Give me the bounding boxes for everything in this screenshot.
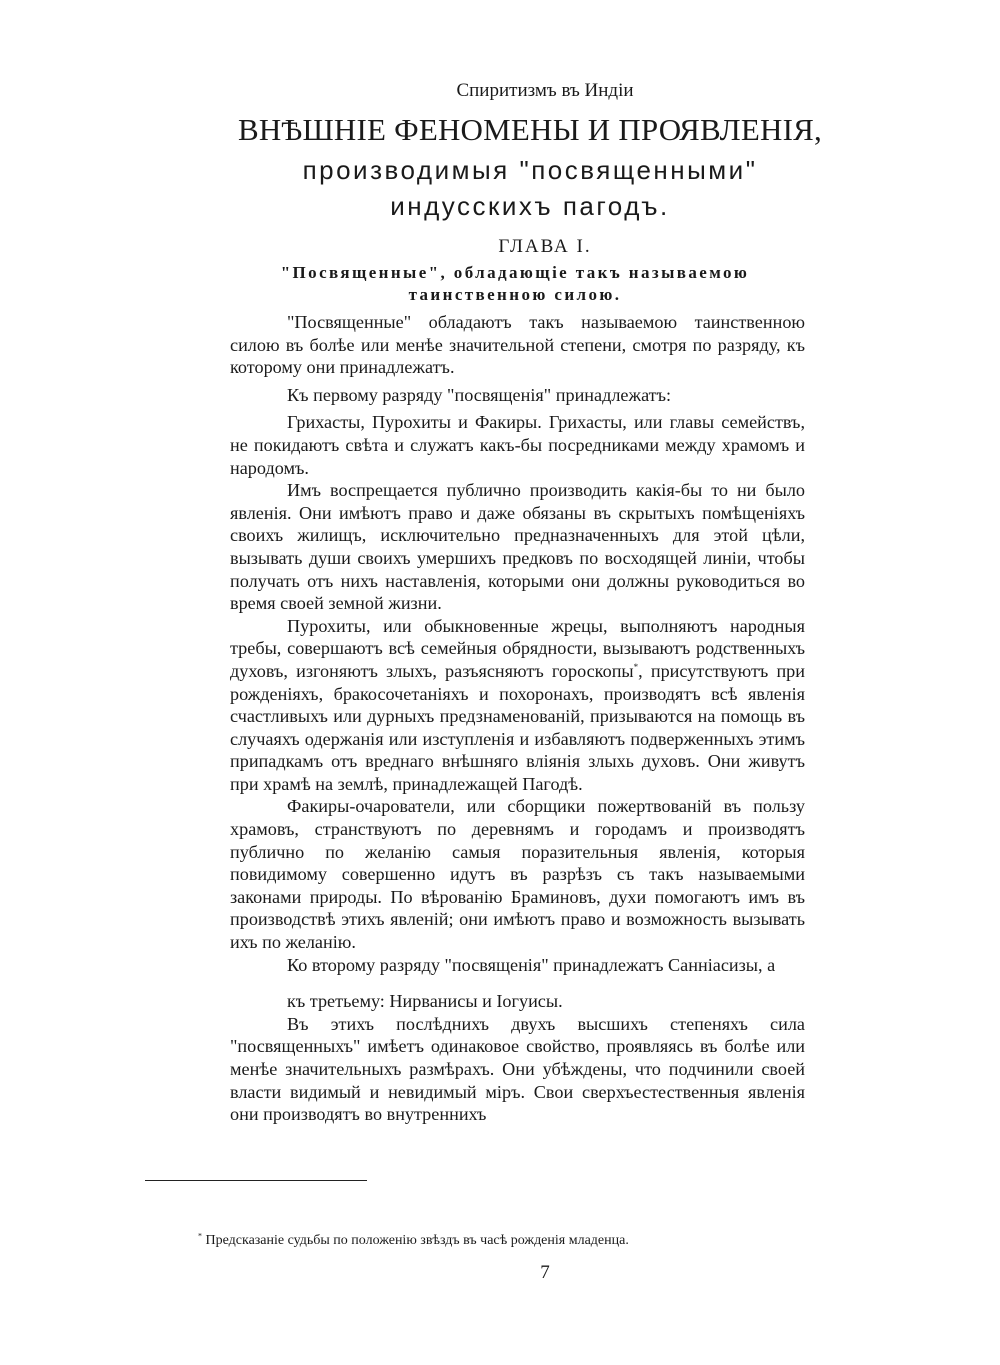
paragraph-1: "Посвященные" обладаютъ такъ называемою таинственною силою въ болѣе или менѣе значительной степени, смотря по разряду, къ которому они принадлежатъ. [230,312,805,378]
paragraph-3: Грихасты, Пурохиты и Факиры. Грихасты, или главы семействъ, не покидаютъ свѣта и служатъ какъ-бы посредниками между храмомъ и народомъ. [230,412,805,478]
paragraph-8: къ третьему: Нирванисы и Іогуисы. [287,991,563,1012]
chapter-subtitle-line-1: "Посвященные", обладающіе такъ называемою [280,263,750,282]
chapter-heading: ГЛАВА I. [498,236,592,257]
title-subtitle [0,152,1000,224]
footnote-divider [145,1180,367,1181]
paragraph-5 [230,615,805,796]
footnote [198,1233,898,1249]
paragraph-6: Факиры-очарователи, или сборщики пожертвованій въ пользу храмовъ, странствуютъ по деревнямъ и городамъ и производятъ публично по желанію самыя поразительныя явленія, которыя повидимому совершенно идутъ въ разрѣзъ съ такъ называемыми законами природы. По вѣрованію Браминовъ, духи помогаютъ имъ въ производствѣ этихъ явленій; они имѣютъ право и возможность вызывать ихъ по желанію. [230,796,805,953]
footnote-mark: * [198,1231,202,1241]
paragraph-5-text-a: Пурохиты, или обыкновенные жрецы, выполняютъ народныя требы, совершаютъ всѣ семейныя обрядности, вызываютъ родственныхъ духовъ, изгоняютъ злыхъ, разъясняютъ гороскопы [230,615,805,681]
chapter-subtitle-line-2: таинственною силою. [408,285,622,304]
page-number: 7 [540,1262,550,1283]
title-subtitle-line-1: производимыя "посвященными" [302,155,758,185]
title-subtitle-line-2: индусскихъ пагодъ. [390,191,670,221]
paragraph-2: Къ первому разряду "посвященія" принадлежатъ: [287,384,672,405]
running-head: Спиритизмъ въ Индіи [456,80,634,101]
title-main: ВНѢШНІЕ ФЕНОМЕНЫ И ПРОЯВЛЕНІЯ, [238,112,822,147]
paragraph-9: Въ этихъ послѣднихъ двухъ высшихъ степеняхъ сила "посвященныхъ" имѣетъ одинаковое свойство, проявляясь въ болѣе или менѣе значительныхъ размѣрахъ. Они убѣждены, что подчинили своей власти видимый и невидимый міръ. Свои сверхъестественныя явленія они производятъ во внутреннихъ [230,1013,805,1125]
paragraph-5-text-b: , присутствуютъ при рожденіяхъ, бракосочетаніяхъ и похоронахъ, производятъ всѣ явленія счастливыхъ или дурныхъ предзнаменованій, призываются на помощь въ случаяхъ одержанія или изступленія и избавляютъ подверженныхъ этимъ припадкамъ отъ вреднаго внѣшняго вліянія злыхь духовъ. Они живутъ при храмѣ на землѣ, принадлежащей Пагодѣ. [230,660,806,794]
footnote-reference-mark: * [633,661,639,672]
footnote-text: Предсказаніе судьбы по положенію звѣздъ въ часѣ рожденія младенца. [205,1233,629,1248]
body-text [230,311,805,1126]
paragraph-4: Имъ воспрещается публично производить какія-бы то ни было явленія. Они имѣютъ право и даже обязаны въ скрытыхъ помѣщеніяхъ своихъ жилищъ, исключительно предназначенныхъ для этой цѣли, вызывать души своихъ умершихъ предковъ по восходящей линіи, чтобы получать отъ нихъ наставленія, которыми они должны руководиться во время своей земной жизни. [230,480,805,614]
chapter-subtitle [0,262,1000,306]
paragraph-7: Ко второму разряду "посвященія" принадлежатъ Санніасизы, а [287,954,776,975]
